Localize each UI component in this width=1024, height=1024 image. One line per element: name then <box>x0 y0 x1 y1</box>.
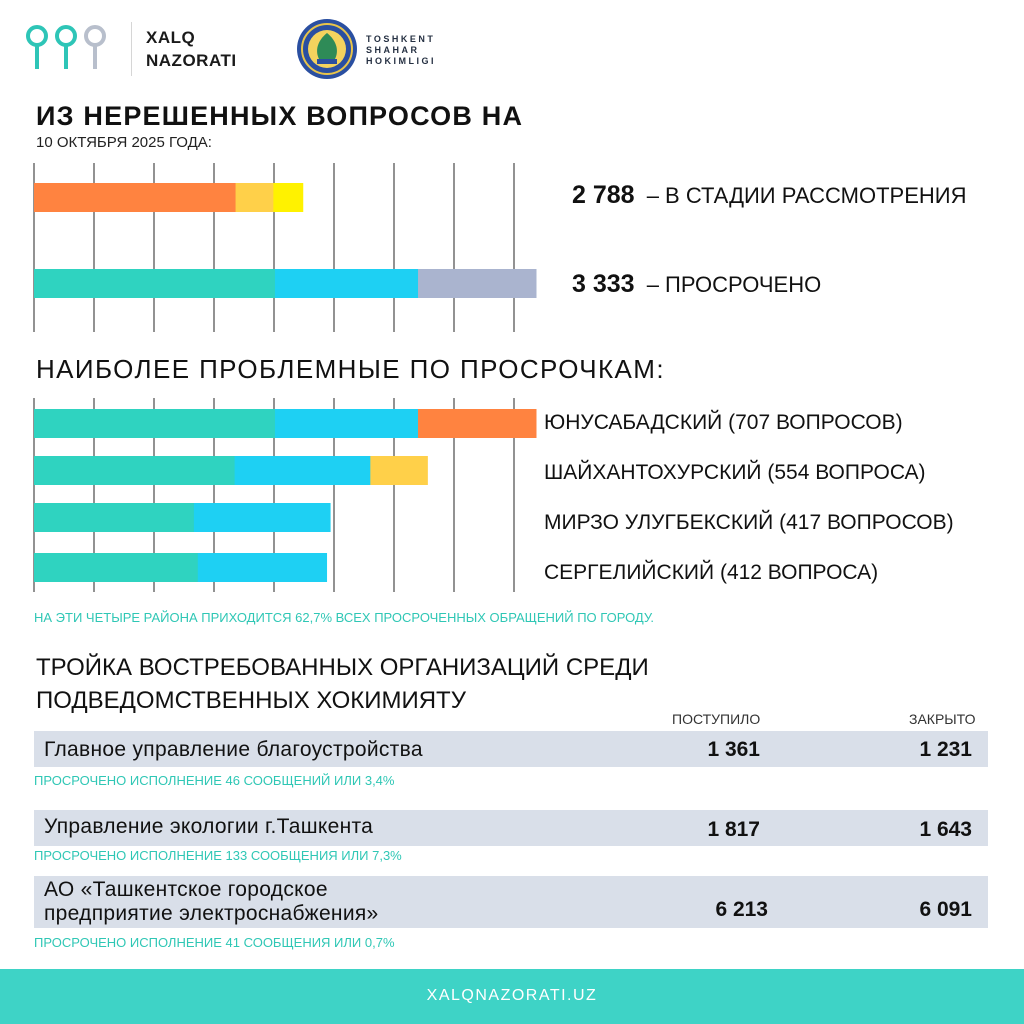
district-label-4: СЕРГЕЛИЙСКИЙ (412 ВОПРОСА) <box>544 561 879 584</box>
district-label-2: ШАЙХАНТОХУРСКИЙ (554 ВОПРОСА) <box>544 461 926 484</box>
footer-bar <box>0 969 1024 1024</box>
org-name-3 <box>44 878 379 926</box>
chart2-bar-1-segment-3 <box>418 409 536 438</box>
chart2-bar-4 <box>34 553 327 582</box>
org-name-1: Главное управление благоустройства <box>44 738 423 761</box>
org-name-3-line-1: АО «Ташкентское городское <box>44 878 328 901</box>
section3-title-line-1: ТРОЙКА ВОСТРЕБОВАННЫХ ОРГАНИЗАЦИЙ СРЕДИ <box>36 654 649 681</box>
stat-overdue-value: 3 333 <box>572 270 635 298</box>
district-label-3: МИРЗО УЛУГБЕКСКИЙ (417 ВОПРОСОВ) <box>544 511 954 534</box>
org-closed-1: 1 231 <box>919 738 972 761</box>
section3-title-line-2: ПОДВЕДОМСТВЕННЫХ ХОКИМИЯТУ <box>36 687 466 714</box>
chart2-bar-4-segment-2 <box>198 553 327 582</box>
chart2-bar-2-segment-1 <box>34 456 235 485</box>
stat-under-review-value: 2 788 <box>572 181 635 209</box>
section2-title: НАИБОЛЕЕ ПРОБЛЕМНЫЕ ПО ПРОСРОЧКАМ: <box>36 354 665 384</box>
footer-url-link[interactable]: XALQNAZORATI.UZ <box>426 987 598 1004</box>
org-name-3-line-2: предприятие электроснабжения» <box>44 902 379 925</box>
hokim-line-2: SHAHAR <box>366 45 420 55</box>
districts-note: НА ЭТИ ЧЕТЫРЕ РАЙОНА ПРИХОДИТСЯ 62,7% ВСЕХ ПРОСРОЧЕННЫХ ОБРАЩЕНИЙ ПО ГОРОДУ. <box>34 610 655 625</box>
section1-subtitle: 10 ОКТЯБРЯ 2025 ГОДА: <box>36 134 212 151</box>
brand-line-1: XALQ <box>146 28 196 47</box>
org-closed-2: 1 643 <box>919 818 972 841</box>
column-closed: ЗАКРЫТО <box>909 711 976 727</box>
chart2-bar-2 <box>34 456 428 485</box>
chart2-bar-3-segment-1 <box>34 503 194 532</box>
section1-title: ИЗ НЕРЕШЕННЫХ ВОПРОСОВ НА <box>36 101 524 131</box>
stat-overdue-label: – ПРОСРОЧЕНО <box>646 272 822 297</box>
section3-title <box>36 651 796 717</box>
org-received-2: 1 817 <box>707 818 760 841</box>
chart2-bar-1 <box>34 409 537 438</box>
chart2-bar-2-segment-2 <box>235 456 371 485</box>
hokim-line-1: TOSHKENT <box>366 34 436 44</box>
org-received-3: 6 213 <box>715 898 768 921</box>
org-note-2: ПРОСРОЧЕНО ИСПОЛНЕНИЕ 133 СООБЩЕНИЯ ИЛИ 7,3% <box>34 848 402 863</box>
chart2-bar-2-segment-3 <box>370 456 428 485</box>
org-received-1: 1 361 <box>707 738 760 761</box>
chart2-bar-3-segment-2 <box>194 503 331 532</box>
org-note-1: ПРОСРОЧЕНО ИСПОЛНЕНИЕ 46 СООБЩЕНИЙ ИЛИ 3,4% <box>34 773 395 788</box>
column-received: ПОСТУПИЛО <box>672 711 761 727</box>
stat-under-review-label: – В СТАДИИ РАССМОТРЕНИЯ <box>646 183 967 208</box>
chart2-bar-1-segment-2 <box>275 409 419 438</box>
district-label-1: ЮНУСАБАДСКИЙ (707 ВОПРОСОВ) <box>544 411 903 434</box>
brand-line-2: NAZORATI <box>146 51 237 70</box>
org-closed-3: 6 091 <box>919 898 972 921</box>
chart2-bar-3 <box>34 503 331 532</box>
hokim-line-3: HOKIMLIGI <box>366 56 436 66</box>
org-note-3: ПРОСРОЧЕНО ИСПОЛНЕНИЕ 41 СООБЩЕНИЯ ИЛИ 0,7% <box>34 935 395 950</box>
chart2-bar-4-segment-1 <box>34 553 198 582</box>
org-name-2: Управление экологии г.Ташкента <box>44 815 374 838</box>
chart2-bar-1-segment-1 <box>34 409 275 438</box>
